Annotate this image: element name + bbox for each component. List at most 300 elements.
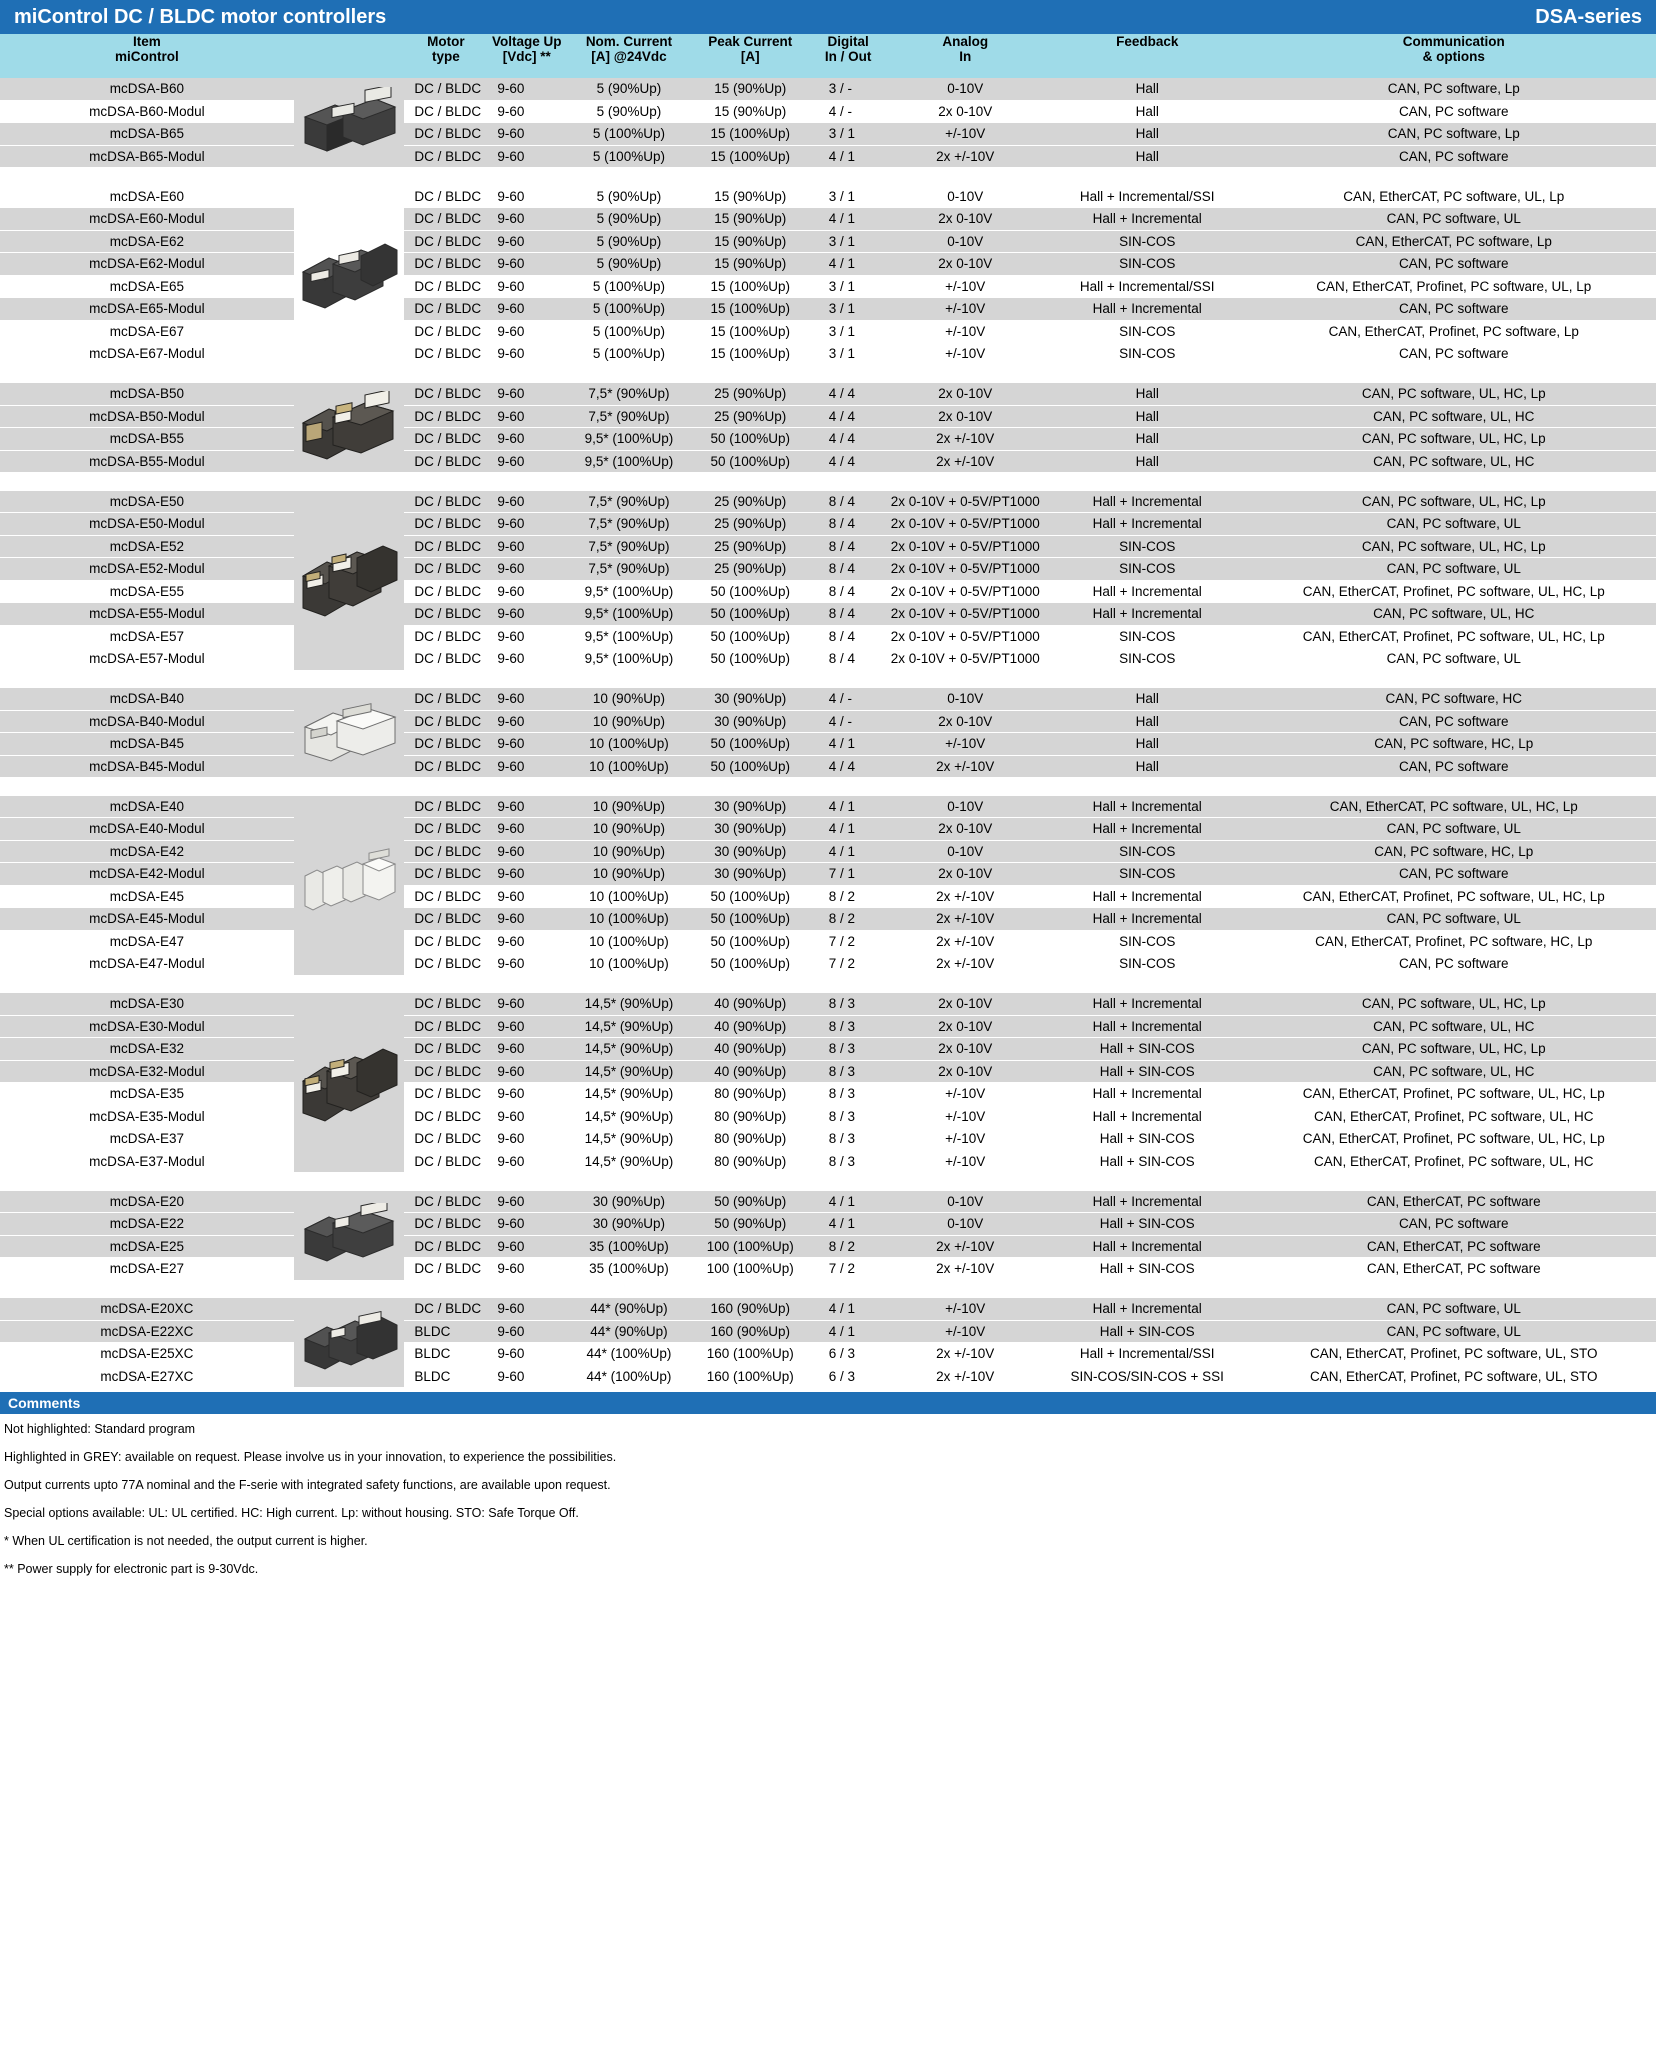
- cell-item: mcDSA-E25XC: [0, 1343, 294, 1366]
- cell-voltage: 9-60: [487, 1105, 566, 1128]
- table-row[interactable]: [0, 535, 1656, 558]
- cell-nominal-current: 5 (100%Up): [566, 320, 692, 343]
- cell-communication: CAN, PC software: [1252, 953, 1656, 976]
- cell-item: mcDSA-B40-Modul: [0, 710, 294, 733]
- table-row[interactable]: [0, 491, 1656, 513]
- cell-item: mcDSA-E25: [0, 1235, 294, 1258]
- cell-item: mcDSA-E65: [0, 275, 294, 298]
- cell-feedback: Hall: [1043, 450, 1252, 473]
- table-row[interactable]: [0, 580, 1656, 603]
- cell-communication: CAN, EtherCAT, Profinet, PC software, UL, Lp: [1252, 275, 1656, 298]
- comments-body: [0, 1414, 1656, 1600]
- cell-nominal-current: 5 (100%Up): [566, 298, 692, 321]
- cell-communication: CAN, PC software, HC: [1252, 688, 1656, 710]
- cell-analog-in: 2x 0-10V + 0-5V/PT1000: [888, 648, 1043, 671]
- cell-feedback: Hall + Incremental: [1043, 818, 1252, 841]
- table-row[interactable]: [0, 885, 1656, 908]
- product-image: [294, 78, 405, 168]
- cell-peak-current: 80 (90%Up): [692, 1128, 809, 1151]
- cell-item: mcDSA-E22XC: [0, 1320, 294, 1343]
- table-row[interactable]: [0, 100, 1656, 123]
- table-row[interactable]: [0, 1128, 1656, 1151]
- cell-nominal-current: 14,5* (90%Up): [566, 1060, 692, 1083]
- table-row[interactable]: [0, 343, 1656, 366]
- cell-feedback: Hall + Incremental: [1043, 885, 1252, 908]
- cell-motor-type: DC / BLDC: [404, 710, 487, 733]
- cell-voltage: 9-60: [487, 428, 566, 451]
- cell-peak-current: 30 (90%Up): [692, 840, 809, 863]
- cell-peak-current: 40 (90%Up): [692, 1015, 809, 1038]
- table-row[interactable]: [0, 840, 1656, 863]
- cell-communication: CAN, PC software, UL, HC, Lp: [1252, 535, 1656, 558]
- table-row[interactable]: [0, 513, 1656, 536]
- cell-motor-type: DC / BLDC: [404, 818, 487, 841]
- cell-digital-io: 3 / -: [809, 78, 888, 100]
- col-feedback: Feedback: [1043, 34, 1252, 78]
- cell-digital-io: 4 / 1: [809, 840, 888, 863]
- cell-nominal-current: 7,5* (90%Up): [566, 405, 692, 428]
- cell-nominal-current: 44* (90%Up): [566, 1320, 692, 1343]
- cell-motor-type: DC / BLDC: [404, 1258, 487, 1281]
- cell-peak-current: 50 (100%Up): [692, 733, 809, 756]
- product-image: [294, 993, 405, 1173]
- cell-digital-io: 3 / 1: [809, 230, 888, 253]
- cell-peak-current: 15 (90%Up): [692, 78, 809, 100]
- table-row[interactable]: [0, 78, 1656, 100]
- cell-communication: CAN, PC software, UL: [1252, 648, 1656, 671]
- cell-nominal-current: 14,5* (90%Up): [566, 1038, 692, 1061]
- table-row[interactable]: [0, 818, 1656, 841]
- cell-communication: CAN, EtherCAT, Profinet, PC software, Lp: [1252, 320, 1656, 343]
- cell-analog-in: +/-10V: [888, 1083, 1043, 1106]
- cell-peak-current: 15 (90%Up): [692, 253, 809, 276]
- cell-communication: CAN, PC software: [1252, 863, 1656, 886]
- cell-digital-io: 4 / 1: [809, 733, 888, 756]
- table-row[interactable]: [0, 428, 1656, 451]
- col-peak-current: Peak Current [A]: [692, 34, 809, 78]
- cell-feedback: SIN-COS: [1043, 558, 1252, 581]
- cell-peak-current: 30 (90%Up): [692, 710, 809, 733]
- table-row[interactable]: [0, 993, 1656, 1015]
- cell-communication: CAN, PC software: [1252, 298, 1656, 321]
- cell-feedback: Hall + Incremental: [1043, 796, 1252, 818]
- col-analog-in: Analog In: [888, 34, 1043, 78]
- cell-peak-current: 15 (100%Up): [692, 343, 809, 366]
- table-row[interactable]: [0, 1105, 1656, 1128]
- table-row[interactable]: [0, 1060, 1656, 1083]
- table-body: [0, 78, 1656, 1388]
- cell-feedback: Hall + Incremental: [1043, 1235, 1252, 1258]
- cell-motor-type: DC / BLDC: [404, 405, 487, 428]
- cell-voltage: 9-60: [487, 688, 566, 710]
- cell-analog-in: +/-10V: [888, 1128, 1043, 1151]
- cell-item: mcDSA-E40-Modul: [0, 818, 294, 841]
- cell-analog-in: 2x 0-10V + 0-5V/PT1000: [888, 535, 1043, 558]
- cell-nominal-current: 10 (100%Up): [566, 953, 692, 976]
- cell-motor-type: DC / BLDC: [404, 885, 487, 908]
- cell-motor-type: DC / BLDC: [404, 208, 487, 231]
- cell-voltage: 9-60: [487, 580, 566, 603]
- cell-voltage: 9-60: [487, 1343, 566, 1366]
- cell-motor-type: DC / BLDC: [404, 253, 487, 276]
- cell-analog-in: 2x +/-10V: [888, 1343, 1043, 1366]
- cell-analog-in: +/-10V: [888, 343, 1043, 366]
- cell-voltage: 9-60: [487, 491, 566, 513]
- cell-peak-current: 25 (90%Up): [692, 405, 809, 428]
- cell-motor-type: DC / BLDC: [404, 428, 487, 451]
- cell-nominal-current: 10 (90%Up): [566, 796, 692, 818]
- cell-nominal-current: 10 (100%Up): [566, 908, 692, 931]
- col-nominal-current: Nom. Current [A] @24Vdc: [566, 34, 692, 78]
- cell-motor-type: DC / BLDC: [404, 603, 487, 626]
- cell-feedback: SIN-COS: [1043, 535, 1252, 558]
- cell-feedback: Hall + Incremental: [1043, 1083, 1252, 1106]
- cell-peak-current: 15 (90%Up): [692, 100, 809, 123]
- cell-communication: CAN, PC software, UL: [1252, 1320, 1656, 1343]
- table-row[interactable]: [0, 145, 1656, 168]
- cell-nominal-current: 10 (90%Up): [566, 840, 692, 863]
- cell-analog-in: 2x 0-10V: [888, 710, 1043, 733]
- cell-feedback: SIN-COS: [1043, 253, 1252, 276]
- cell-peak-current: 40 (90%Up): [692, 1060, 809, 1083]
- cell-digital-io: 7 / 2: [809, 1258, 888, 1281]
- cell-item: mcDSA-E47-Modul: [0, 953, 294, 976]
- cell-communication: CAN, PC software: [1252, 253, 1656, 276]
- cell-analog-in: 2x 0-10V + 0-5V/PT1000: [888, 580, 1043, 603]
- cell-item: mcDSA-E42-Modul: [0, 863, 294, 886]
- cell-feedback: Hall + Incremental: [1043, 993, 1252, 1015]
- cell-voltage: 9-60: [487, 648, 566, 671]
- cell-nominal-current: 9,5* (100%Up): [566, 428, 692, 451]
- cell-peak-current: 50 (100%Up): [692, 648, 809, 671]
- cell-motor-type: DC / BLDC: [404, 1038, 487, 1061]
- cell-nominal-current: 9,5* (100%Up): [566, 625, 692, 648]
- cell-motor-type: DC / BLDC: [404, 513, 487, 536]
- cell-voltage: 9-60: [487, 186, 566, 208]
- cell-motor-type: DC / BLDC: [404, 755, 487, 778]
- table-row[interactable]: [0, 733, 1656, 756]
- comments-header: Comments: [0, 1392, 1656, 1414]
- cell-peak-current: 25 (90%Up): [692, 558, 809, 581]
- cell-analog-in: 0-10V: [888, 1213, 1043, 1236]
- table-row[interactable]: [0, 1083, 1656, 1106]
- col-voltage: Voltage Up [Vdc] **: [487, 34, 566, 78]
- cell-nominal-current: 44* (100%Up): [566, 1365, 692, 1388]
- cell-voltage: 9-60: [487, 930, 566, 953]
- cell-nominal-current: 5 (90%Up): [566, 78, 692, 100]
- cell-analog-in: 2x 0-10V: [888, 100, 1043, 123]
- table-row[interactable]: [0, 908, 1656, 931]
- cell-digital-io: 3 / 1: [809, 298, 888, 321]
- cell-item: mcDSA-E47: [0, 930, 294, 953]
- cell-voltage: 9-60: [487, 710, 566, 733]
- cell-peak-current: 50 (100%Up): [692, 953, 809, 976]
- cell-motor-type: BLDC: [404, 1365, 487, 1388]
- cell-communication: CAN, PC software, UL, HC: [1252, 1015, 1656, 1038]
- cell-nominal-current: 5 (90%Up): [566, 186, 692, 208]
- table-row[interactable]: [0, 603, 1656, 626]
- cell-nominal-current: 10 (90%Up): [566, 818, 692, 841]
- cell-nominal-current: 9,5* (100%Up): [566, 580, 692, 603]
- cell-item: mcDSA-B65-Modul: [0, 145, 294, 168]
- table-row[interactable]: [0, 208, 1656, 231]
- table-row[interactable]: [0, 253, 1656, 276]
- cell-digital-io: 8 / 4: [809, 513, 888, 536]
- table-row[interactable]: [0, 1298, 1656, 1320]
- table-row[interactable]: [0, 710, 1656, 733]
- table-row[interactable]: [0, 755, 1656, 778]
- cell-peak-current: 40 (90%Up): [692, 993, 809, 1015]
- cell-digital-io: 4 / -: [809, 710, 888, 733]
- table-row[interactable]: [0, 558, 1656, 581]
- cell-digital-io: 3 / 1: [809, 123, 888, 146]
- cell-motor-type: DC / BLDC: [404, 383, 487, 405]
- title-bar: [0, 0, 1656, 34]
- cell-digital-io: 8 / 4: [809, 625, 888, 648]
- cell-digital-io: 7 / 1: [809, 863, 888, 886]
- cell-digital-io: 4 / 4: [809, 383, 888, 405]
- cell-motor-type: DC / BLDC: [404, 558, 487, 581]
- table-row[interactable]: [0, 625, 1656, 648]
- table-row[interactable]: [0, 1150, 1656, 1173]
- col-communication: Communication & options: [1252, 34, 1656, 78]
- product-image: [294, 491, 405, 671]
- table-row[interactable]: [0, 1015, 1656, 1038]
- cell-motor-type: DC / BLDC: [404, 78, 487, 100]
- cell-peak-current: 40 (90%Up): [692, 1038, 809, 1061]
- cell-motor-type: DC / BLDC: [404, 1105, 487, 1128]
- cell-communication: CAN, PC software: [1252, 343, 1656, 366]
- cell-motor-type: DC / BLDC: [404, 930, 487, 953]
- cell-nominal-current: 10 (100%Up): [566, 930, 692, 953]
- cell-peak-current: 50 (100%Up): [692, 908, 809, 931]
- cell-feedback: Hall + Incremental: [1043, 208, 1252, 231]
- table-row[interactable]: [0, 383, 1656, 405]
- cell-item: mcDSA-E52: [0, 535, 294, 558]
- cell-analog-in: 2x +/-10V: [888, 953, 1043, 976]
- cell-digital-io: 8 / 4: [809, 603, 888, 626]
- cell-peak-current: 50 (100%Up): [692, 450, 809, 473]
- cell-item: mcDSA-E20XC: [0, 1298, 294, 1320]
- cell-item: mcDSA-E35: [0, 1083, 294, 1106]
- cell-peak-current: 50 (90%Up): [692, 1191, 809, 1213]
- block-gap: [0, 975, 1656, 993]
- cell-analog-in: 0-10V: [888, 840, 1043, 863]
- block-gap: [0, 1280, 1656, 1298]
- table-row[interactable]: [0, 930, 1656, 953]
- cell-nominal-current: 14,5* (90%Up): [566, 1015, 692, 1038]
- cell-digital-io: 8 / 4: [809, 648, 888, 671]
- cell-peak-current: 50 (100%Up): [692, 755, 809, 778]
- col-image: [294, 34, 405, 78]
- cell-digital-io: 6 / 3: [809, 1343, 888, 1366]
- table-row[interactable]: [0, 1343, 1656, 1366]
- cell-nominal-current: 35 (100%Up): [566, 1258, 692, 1281]
- cell-peak-current: 25 (90%Up): [692, 535, 809, 558]
- table-row[interactable]: [0, 648, 1656, 671]
- cell-feedback: Hall + Incremental: [1043, 513, 1252, 536]
- table-row[interactable]: [0, 1038, 1656, 1061]
- cell-motor-type: DC / BLDC: [404, 688, 487, 710]
- block-gap: [0, 670, 1656, 688]
- cell-feedback: Hall + SIN-COS: [1043, 1060, 1252, 1083]
- table-row[interactable]: [0, 298, 1656, 321]
- cell-item: mcDSA-E27: [0, 1258, 294, 1281]
- table-row[interactable]: [0, 796, 1656, 818]
- cell-communication: CAN, PC software, UL, HC, Lp: [1252, 383, 1656, 405]
- cell-nominal-current: 14,5* (90%Up): [566, 1105, 692, 1128]
- table-row[interactable]: [0, 1320, 1656, 1343]
- cell-communication: CAN, EtherCAT, Profinet, PC software, UL, HC, Lp: [1252, 1128, 1656, 1151]
- cell-communication: CAN, PC software, UL: [1252, 818, 1656, 841]
- cell-feedback: Hall: [1043, 145, 1252, 168]
- cell-communication: CAN, PC software, UL, HC: [1252, 450, 1656, 473]
- cell-communication: CAN, PC software, UL, HC, Lp: [1252, 1038, 1656, 1061]
- col-digital-io: Digital In / Out: [809, 34, 888, 78]
- cell-item: mcDSA-B60-Modul: [0, 100, 294, 123]
- cell-analog-in: 2x 0-10V: [888, 208, 1043, 231]
- table-row[interactable]: [0, 230, 1656, 253]
- cell-communication: CAN, PC software, UL, HC, Lp: [1252, 993, 1656, 1015]
- block-gap: [0, 778, 1656, 796]
- cell-analog-in: 2x 0-10V: [888, 818, 1043, 841]
- cell-feedback: SIN-COS: [1043, 648, 1252, 671]
- cell-digital-io: 4 / 4: [809, 405, 888, 428]
- cell-communication: CAN, PC software, UL: [1252, 908, 1656, 931]
- cell-peak-current: 15 (90%Up): [692, 208, 809, 231]
- cell-feedback: Hall + Incremental: [1043, 1298, 1252, 1320]
- cell-item: mcDSA-E30: [0, 993, 294, 1015]
- cell-digital-io: 4 / 1: [809, 208, 888, 231]
- table-row[interactable]: [0, 320, 1656, 343]
- product-image: [294, 1191, 405, 1281]
- cell-communication: CAN, EtherCAT, Profinet, PC software, UL, STO: [1252, 1343, 1656, 1366]
- cell-communication: CAN, EtherCAT, Profinet, PC software, UL, HC: [1252, 1150, 1656, 1173]
- cell-feedback: Hall + SIN-COS: [1043, 1320, 1252, 1343]
- comment-line: Highlighted in GREY: available on request. Please involve us in your innovation, to experience the possibilities.: [4, 1450, 617, 1464]
- cell-communication: CAN, PC software, HC, Lp: [1252, 840, 1656, 863]
- series-badge: DSA-series: [1535, 5, 1642, 28]
- cell-peak-current: 15 (100%Up): [692, 275, 809, 298]
- cell-voltage: 9-60: [487, 208, 566, 231]
- cell-item: mcDSA-E40: [0, 796, 294, 818]
- cell-feedback: Hall + Incremental: [1043, 298, 1252, 321]
- cell-peak-current: 30 (90%Up): [692, 863, 809, 886]
- cell-feedback: Hall: [1043, 405, 1252, 428]
- cell-motor-type: DC / BLDC: [404, 908, 487, 931]
- controller-table: [0, 34, 1656, 1388]
- cell-item: mcDSA-E50-Modul: [0, 513, 294, 536]
- table-row[interactable]: [0, 953, 1656, 976]
- cell-nominal-current: 10 (90%Up): [566, 688, 692, 710]
- cell-digital-io: 4 / 1: [809, 253, 888, 276]
- comment-line: ** Power supply for electronic part is 9-30Vdc.: [4, 1562, 259, 1576]
- cell-communication: CAN, PC software: [1252, 755, 1656, 778]
- table-row[interactable]: [0, 688, 1656, 710]
- cell-voltage: 9-60: [487, 1320, 566, 1343]
- cell-voltage: 9-60: [487, 383, 566, 405]
- cell-feedback: Hall + Incremental: [1043, 491, 1252, 513]
- cell-motor-type: DC / BLDC: [404, 230, 487, 253]
- table-row[interactable]: [0, 275, 1656, 298]
- cell-feedback: SIN-COS: [1043, 230, 1252, 253]
- cell-peak-current: 80 (90%Up): [692, 1150, 809, 1173]
- cell-analog-in: 2x +/-10V: [888, 1258, 1043, 1281]
- cell-digital-io: 8 / 3: [809, 1060, 888, 1083]
- cell-item: mcDSA-E32: [0, 1038, 294, 1061]
- cell-voltage: 9-60: [487, 275, 566, 298]
- cell-peak-current: 80 (90%Up): [692, 1105, 809, 1128]
- cell-nominal-current: 14,5* (90%Up): [566, 993, 692, 1015]
- cell-analog-in: +/-10V: [888, 1105, 1043, 1128]
- cell-peak-current: 30 (90%Up): [692, 796, 809, 818]
- cell-digital-io: 8 / 4: [809, 580, 888, 603]
- cell-feedback: SIN-COS: [1043, 863, 1252, 886]
- cell-analog-in: +/-10V: [888, 733, 1043, 756]
- table-row[interactable]: [0, 1258, 1656, 1281]
- cell-communication: CAN, PC software, Lp: [1252, 123, 1656, 146]
- cell-motor-type: DC / BLDC: [404, 1298, 487, 1320]
- cell-motor-type: BLDC: [404, 1320, 487, 1343]
- cell-digital-io: 8 / 4: [809, 535, 888, 558]
- table-row[interactable]: [0, 450, 1656, 473]
- cell-peak-current: 50 (100%Up): [692, 625, 809, 648]
- cell-item: mcDSA-E42: [0, 840, 294, 863]
- table-row[interactable]: [0, 1213, 1656, 1236]
- table-row[interactable]: [0, 1191, 1656, 1213]
- cell-item: mcDSA-E22: [0, 1213, 294, 1236]
- cell-nominal-current: 14,5* (90%Up): [566, 1150, 692, 1173]
- cell-motor-type: DC / BLDC: [404, 1128, 487, 1151]
- cell-feedback: Hall + Incremental/SSI: [1043, 275, 1252, 298]
- cell-feedback: Hall + Incremental/SSI: [1043, 186, 1252, 208]
- table-row[interactable]: [0, 1365, 1656, 1388]
- cell-communication: CAN, PC software: [1252, 1213, 1656, 1236]
- cell-communication: CAN, PC software, UL: [1252, 513, 1656, 536]
- cell-voltage: 9-60: [487, 405, 566, 428]
- cell-nominal-current: 7,5* (90%Up): [566, 491, 692, 513]
- cell-digital-io: 8 / 3: [809, 1083, 888, 1106]
- cell-digital-io: 6 / 3: [809, 1365, 888, 1388]
- cell-item: mcDSA-E45-Modul: [0, 908, 294, 931]
- cell-item: mcDSA-B55-Modul: [0, 450, 294, 473]
- cell-analog-in: 2x 0-10V + 0-5V/PT1000: [888, 491, 1043, 513]
- cell-feedback: Hall + Incremental: [1043, 1015, 1252, 1038]
- cell-feedback: Hall: [1043, 123, 1252, 146]
- cell-feedback: SIN-COS: [1043, 930, 1252, 953]
- table-row[interactable]: [0, 863, 1656, 886]
- cell-nominal-current: 14,5* (90%Up): [566, 1128, 692, 1151]
- cell-motor-type: DC / BLDC: [404, 1213, 487, 1236]
- cell-voltage: 9-60: [487, 1128, 566, 1151]
- cell-nominal-current: 5 (100%Up): [566, 145, 692, 168]
- cell-digital-io: 4 / 1: [809, 1298, 888, 1320]
- table-row[interactable]: [0, 1235, 1656, 1258]
- cell-communication: CAN, EtherCAT, Profinet, PC software, UL, HC, Lp: [1252, 1083, 1656, 1106]
- cell-peak-current: 15 (100%Up): [692, 123, 809, 146]
- cell-peak-current: 50 (90%Up): [692, 1213, 809, 1236]
- cell-item: mcDSA-E60: [0, 186, 294, 208]
- table-row[interactable]: [0, 123, 1656, 146]
- cell-motor-type: DC / BLDC: [404, 648, 487, 671]
- cell-analog-in: +/-10V: [888, 1150, 1043, 1173]
- cell-digital-io: 4 / 4: [809, 428, 888, 451]
- table-row[interactable]: [0, 405, 1656, 428]
- cell-motor-type: DC / BLDC: [404, 580, 487, 603]
- cell-peak-current: 160 (90%Up): [692, 1320, 809, 1343]
- cell-peak-current: 160 (100%Up): [692, 1365, 809, 1388]
- table-row[interactable]: [0, 186, 1656, 208]
